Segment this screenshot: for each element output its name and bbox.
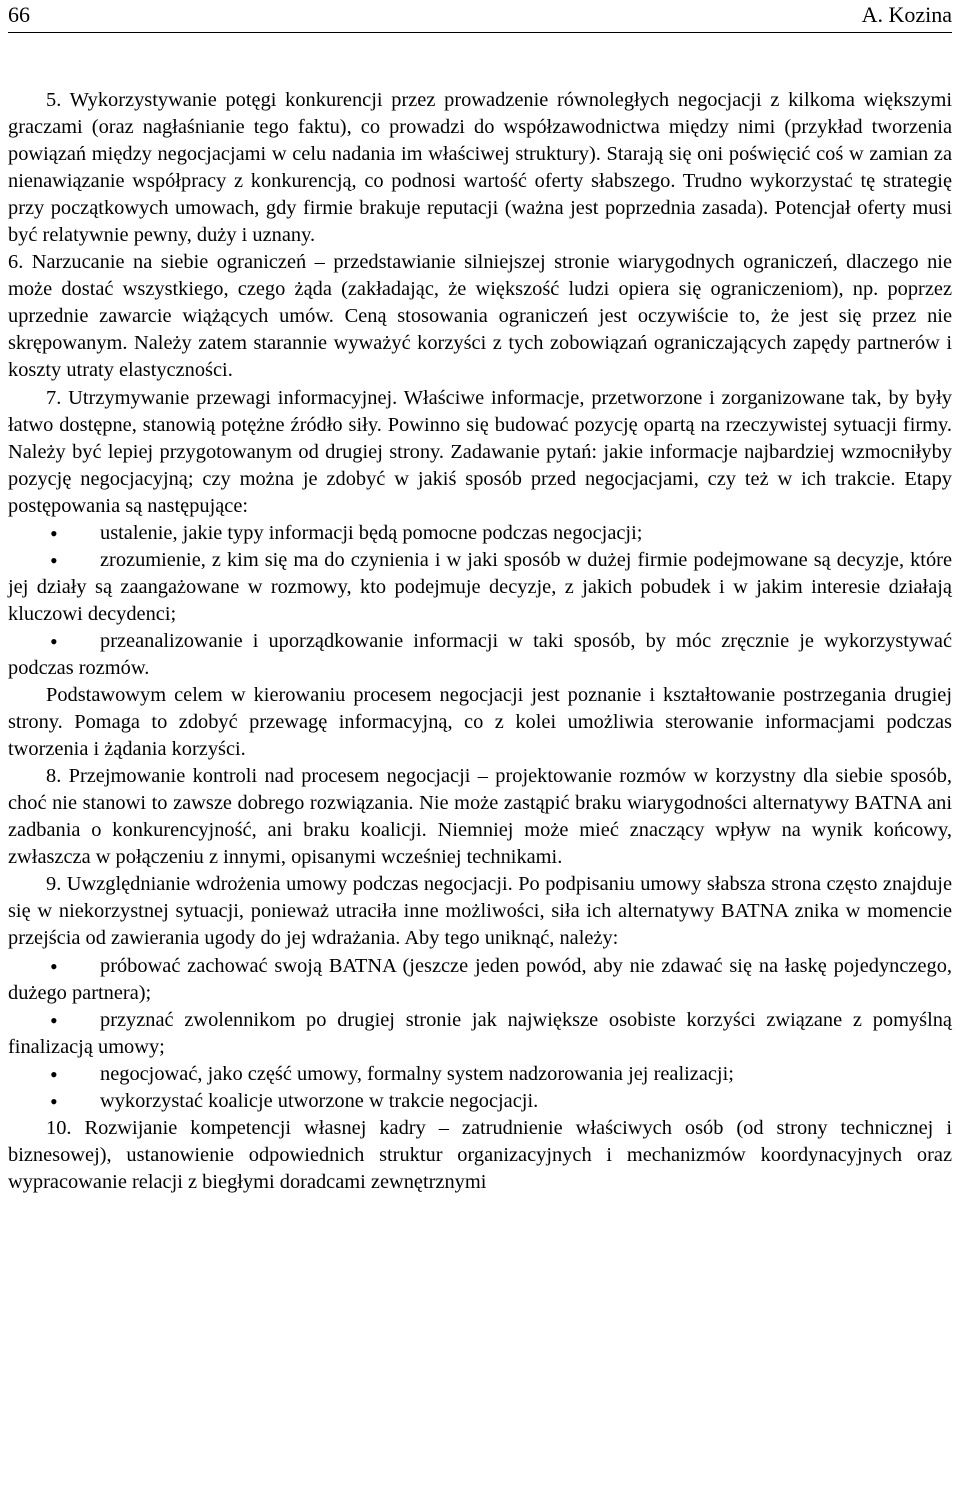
- list-item: • przyznać zwolennikom po drugiej stronie jak największe osobiste korzyści związane z pomyślną finalizacją umowy;: [8, 1007, 952, 1061]
- list-item: • próbować zachować swoją BATNA (jeszcze jeden powód, aby nie zdawać się na łaskę pojedynczego, dużego partnera);: [8, 953, 952, 1007]
- information-steps-list: [8, 520, 952, 682]
- paragraph-9: 9. Uwzględnianie wdrożenia umowy podczas negocjacji. Po podpisaniu umowy słabsza strona często znajduje się w niekorzystnej sytuacji, ponieważ utraciła inne możliwości, siła ich alternatywy BATNA znika w momencie przejścia od zawierania ugody do jej wdrażania. Aby tego uniknąć, należy:: [8, 873, 952, 950]
- implementation-steps-list: [8, 953, 952, 1115]
- paragraph-10: 10. Rozwijanie kompetencji własnej kadry – zatrudnienie właściwych osób (od strony technicznej i biznesowej), ustanowienie odpowiednich struktur organizacyjnych i mechanizmów koordynacyjnych oraz wypracowanie relacji z biegłymi doradcami zewnętrznymi: [8, 1116, 952, 1193]
- page-number: 66: [8, 2, 30, 27]
- body-text: [8, 87, 952, 1196]
- running-author: A. Kozina: [861, 2, 952, 27]
- paragraph-8: 8. Przejmowanie kontroli nad procesem negocjacji – projektowanie rozmów w korzystny dla siebie sposób, choć nie stanowi to zawsze dobrego rozwiązania. Nie może zastąpić braku wiarygodności alternatywy BATNA ani zadbania o konkurencyjność, ani braku koalicji. Niemniej może mieć znaczący wpływ na wynik końcowy, zwłaszcza w połączeniu z innymi, opisanymi wcześniej technikami.: [8, 765, 952, 869]
- list-item: • przeanalizowanie i uporządkowanie informacji w taki sposób, by móc zręcznie je wykorzystywać podczas rozmów.: [8, 628, 952, 682]
- list-item: • ustalenie, jakie typy informacji będą pomocne podczas negocjacji;: [8, 520, 952, 547]
- paragraph-5: 5. Wykorzystywanie potęgi konkurencji przez prowadzenie równoległych negocjacji z kilkoma większymi graczami (oraz nagłaśnianie tego faktu), co prowadzi do współzawodnictwa między nimi (przykład tworzenia powiązań między negocjacjami w celu nadania im właściwej struktury). Starają się oni poświęcić coś w zamian za nienawiązanie współpracy z konkurencją, co podnosi wartość oferty słabszego. Trudno wykorzystać tę strategię przy początkowych umowach, gdy firmie brakuje reputacji (ważna jest poprzednia zasada). Potencjał oferty musi być relatywnie pewny, duży i uznany.: [8, 89, 952, 247]
- paragraph-7: 7. Utrzymywanie przewagi informacyjnej. Właściwe informacje, przetworzone i zorganizowane tak, by były łatwo dostępne, stanowią potężne źródło siły. Powinno się budować pozycję opartą na rzeczywistej sytuacji firmy. Należy być lepiej przygotowanym od drugiej strony. Zadawanie pytań: jakie informacje najbardziej wzmocniłyby pozycję negocjacyjną; czy można je zdobyć w jakiś sposób przed negocjacjami, czy też w ich trakcie. Etapy postępowania są następujące:: [8, 386, 952, 517]
- list-item: • negocjować, jako część umowy, formalny system nadzorowania jej realizacji;: [8, 1061, 952, 1088]
- paragraph-6: 6. Narzucanie na siebie ograniczeń – przedstawianie silniejszej stronie wiarygodnych ograniczeń, dlaczego nie może dostać wszystkiego, czego żąda (zakładając, że większość ludzi opiera się ograniczeniom), np. poprzez uprzednie zawarcie wiążących umów. Ceną stosowania ograniczeń jest oczywiście to, że jest się przez nie skrępowanym. Należy zatem starannie wyważyć korzyści z tych zobowiązań ograniczających zapędy partnerów i koszty utraty elastyczności.: [8, 251, 952, 382]
- paragraph-7b: Podstawowym celem w kierowaniu procesem negocjacji jest poznanie i kształtowanie postrzegania drugiej strony. Pomaga to zdobyć przewagę informacyjną, co z kolei umożliwia sterowanie informacjami podczas tworzenia i żądania korzyści.: [8, 684, 952, 761]
- list-item: • zrozumienie, z kim się ma do czynienia i w jaki sposób w dużej firmie podejmowane są decyzje, które jej działy są zaangażowane w rozmowy, kto podejmuje decyzje, z jakich pobudek i w jakim interesie działają kluczowi decydenci;: [8, 547, 952, 628]
- list-item: • wykorzystać koalicje utworzone w trakcie negocjacji.: [8, 1088, 952, 1115]
- running-header: [8, 0, 952, 33]
